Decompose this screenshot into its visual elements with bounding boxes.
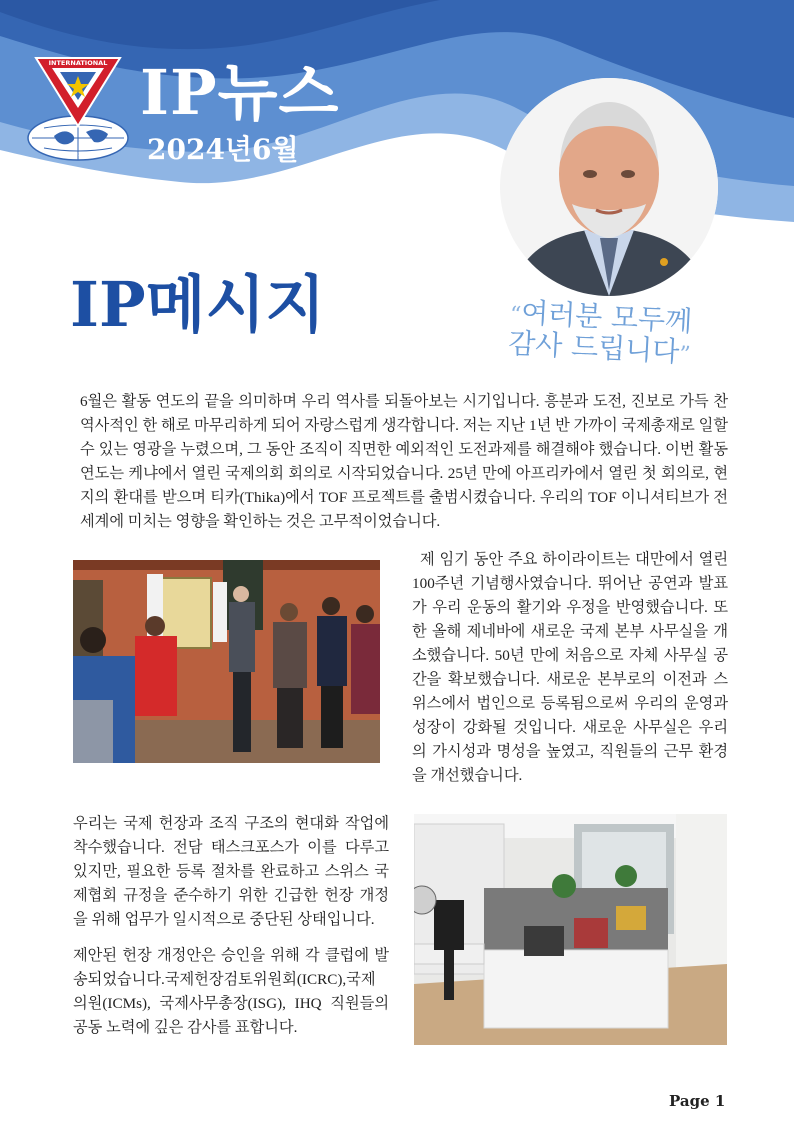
international-globe-emblem-icon <box>24 52 132 164</box>
pull-quote <box>479 296 722 370</box>
newsletter-title: IP뉴스 <box>140 56 340 129</box>
paragraph-intro: 6월은 활동 연도의 끝을 의미하며 우리 역사를 되돌아보는 시기입니다. 흥분과 도전, 진보로 가득 찬 역사적인 한 해로 마무리하게 되어 자랑스럽게 생각합니다. 저는 지난 1년 반 가까이 국제총재로 일할 수 있는 영광을 누렸으며, 그 동안 조직이 직면한 예외적인 도전과제를 해결해야 했습니다. 이번 활동 연도는 케냐에서 열린 국제의회 회의로 시작되었습니다. 25년 만에 아프리카에서 열린 첫 회의로, 현지의 환대를 받으며 티카(Thika)에서 TOF 프로젝트를 출범시켰습니다. 우리의 TOF 이니셔티브가 전 세계에 미치는 영향을 확인하는 것은 고무적이었습니다. <box>80 393 728 530</box>
svg-text:1922: 1922 <box>71 152 85 158</box>
page-number: Page 1 <box>669 1092 726 1110</box>
quote-open-mark: “ <box>509 302 522 329</box>
photo-plaque-unveiling <box>73 560 380 763</box>
paragraph-highlights: 제 임기 동안 주요 하이라이트는 대만에서 열린 100주년 기념행사였습니다. 뛰어난 공연과 발표가 우리 운동의 활기와 우정을 반영했습니다. 또한 올해 제네바에 새로운 국제 본부 사무실을 개소했습니다. 50년 만에 처음으로 자체 사무실 공간을 확보했습니다. 새로운 본부로의 이전과 스위스에서 법인으로 등록됨으로써 우리의 운영과 성장이 강화될 것입니다. 새로운 사무실은 우리의 가시성과 명성을 높였고, 직원들의 근무 환경을 개선했습니다. <box>412 551 728 784</box>
president-portrait <box>500 78 718 296</box>
paragraph-thanks: 제안된 헌장 개정안은 승인을 위해 각 클럽에 발송되었습니다.국제헌장검토위원회(ICRC),국제의원(ICMs), 국제사무총장(ISG), IHQ 직원들의 공동 노력에 깊은 감사를 표합니다. <box>73 947 389 1036</box>
organization-logo <box>24 52 132 164</box>
section-title: IP메시지 <box>70 268 326 341</box>
photo-new-office <box>414 814 727 1045</box>
quote-line-2: 감사 드립니다 <box>507 326 681 369</box>
paragraph-charter: 우리는 국제 헌장과 조직 구조의 현대화 작업에 착수했습니다. 전담 태스크포스가 이를 다루고 있지만, 필요한 등록 절차를 완료하고 스위스 국제협회 규정을 준수하기 위한 긴급한 헌장 개정을 위해 업무가 일시적으로 중단된 상태입니다. <box>73 815 389 928</box>
svg-text:INTERNATIONAL: INTERNATIONAL <box>48 59 108 67</box>
quote-close-mark: ” <box>678 342 692 368</box>
quote-line-1: 여러분 모두께 <box>520 296 694 339</box>
newsletter-date: 2024년6월 <box>147 133 299 166</box>
